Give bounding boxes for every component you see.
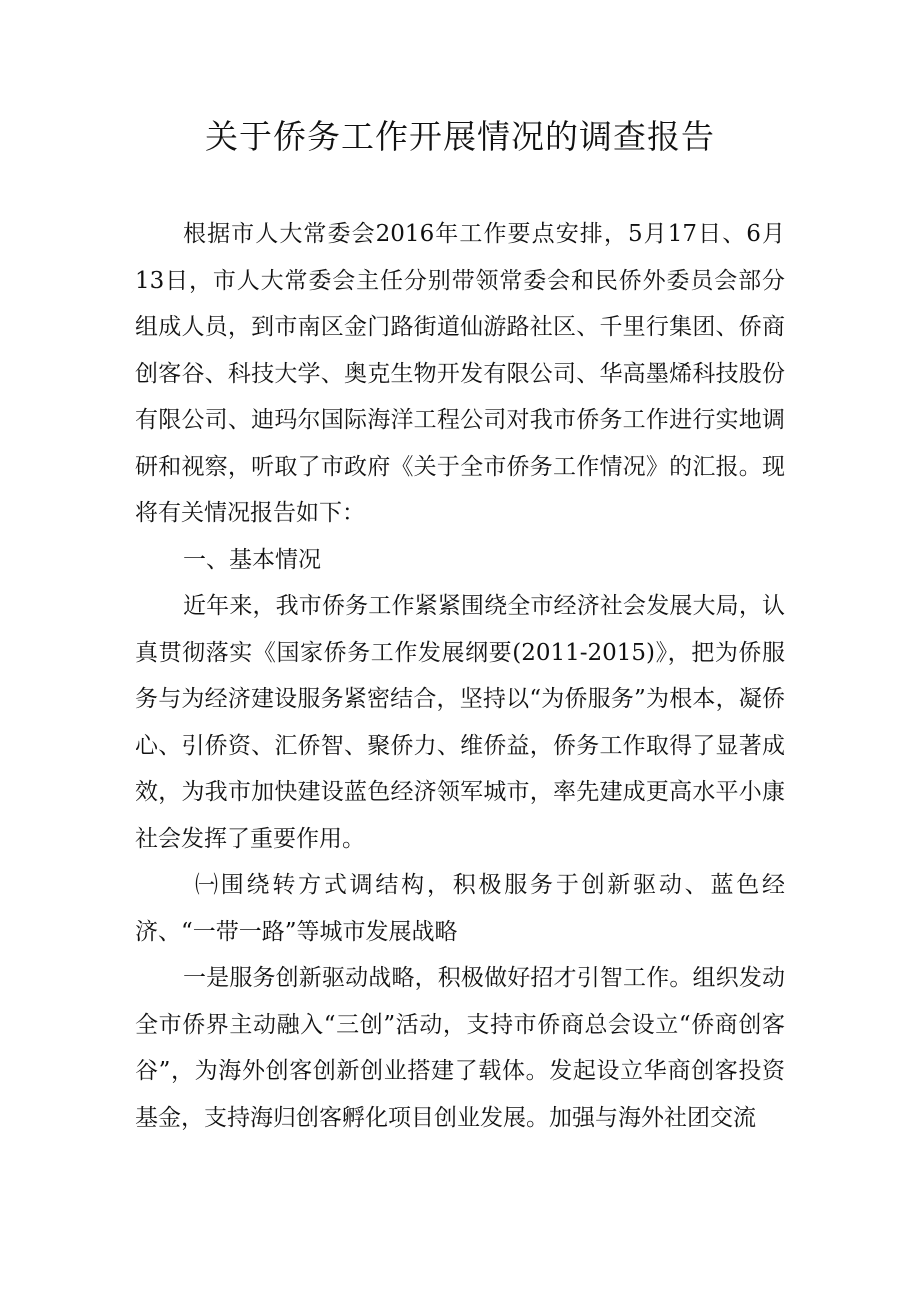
- document-title: 关于侨务工作开展情况的调查报告: [205, 117, 715, 156]
- paragraph-intro: 根据市人大常委会2016年工作要点安排，5月17日、6月13日，市人大常委会主任分别带领常委会和民侨外委员会部分组成人员，到市南区金门路街道仙游路社区、千里行集团、侨商创客谷、科技大学、奥克生物开发有限公司、华高墨烯科技股份有限公司、迪玛尔国际海洋工程公司对我市侨务工作进行实地调研和视察，听取了市政府《关于全市侨务工作情况》的汇报。现将有关情况报告如下：: [135, 221, 785, 526]
- document-body: [135, 211, 785, 1141]
- paragraph-innovation-strategy: 一是服务创新驱动战略，积极做好招才引智工作。组织发动全市侨界主动融入“三创”活动，支持市侨商总会设立“侨商创客谷”，为海外创客创新创业搭建了载体。发起设立华商创客投资基金，支持海归创客孵化项目创业发展。加强与海外社团交流: [135, 965, 785, 1131]
- subsection-heading-1: ㈠围绕转方式调结构，积极服务于创新驱动、蓝色经济、“一带一路”等城市发展战略: [135, 872, 785, 945]
- paragraph-overview: 近年来，我市侨务工作紧紧围绕全市经济社会发展大局，认真贯彻落实《国家侨务工作发展纲要(2011-2015)》，把为侨服务与为经济建设服务紧密结合，坚持以“为侨服务”为根本，凝侨心、引侨资、汇侨智、聚侨力、维侨益，侨务工作取得了显著成效，为我市加快建设蓝色经济领军城市，率先建成更高水平小康社会发挥了重要作用。: [135, 593, 785, 852]
- section-heading-basic-situation: 一、基本情况: [183, 546, 321, 573]
